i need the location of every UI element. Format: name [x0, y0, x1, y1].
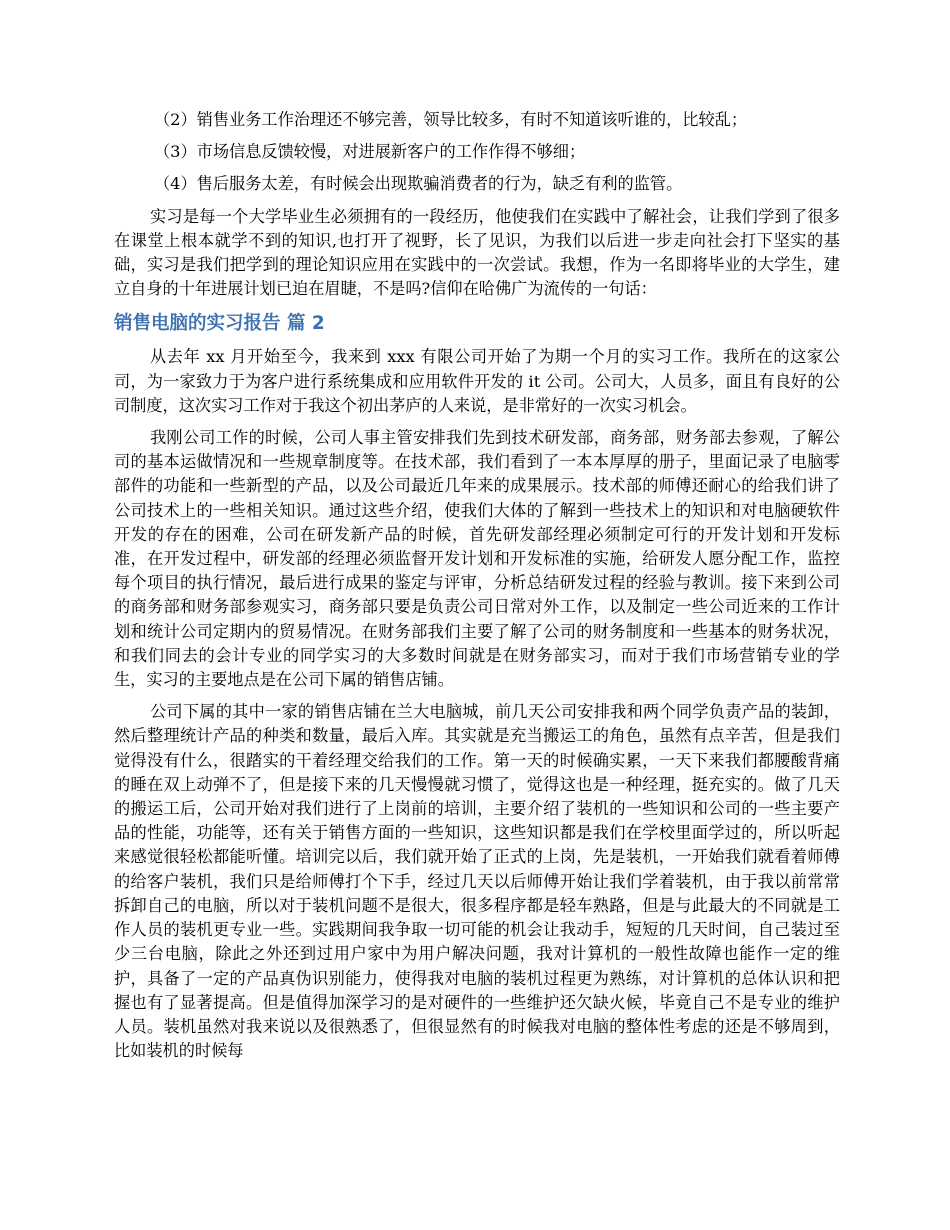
section-heading: 销售电脑的实习报告 篇 2: [114, 313, 325, 335]
document-body: [114, 108, 840, 1071]
list-item: （3）市场信息反馈较慢，对进展新客户的工作作得不够细；: [154, 142, 586, 162]
body-paragraph: 公司下属的其中一家的销售店铺在兰大电脑城，前几天公司安排我和两个同学负责产品的装卸，然后整理统计产品的种类和数量，最后入库。其实就是充当搬运工的角色，虽然有点辛苦，但是我们觉得没有什么，很踏实的干着经理交给我们的工作。第一天的时候确实累，一天下来我们都腰酸背痛的睡在双上动弹不了，但是接下来的几天慢慢就习惯了，觉得这也是一种经理，挺充实的。做了几天的搬运工后，公司开始对我们进行了上岗前的培训，主要介绍了装机的一些知识和公司的一些主要产品的性能，功能等，还有关于销售方面的一些知识，这些知识都是我们在学校里面学过的，所以听起来感觉很轻松都能听懂。培训完以后，我们就开始了正式的上岗，先是装机，一开始我们就看着师傅的给客户装机，我们只是给师傅打个下手，经过几天以后师傅开始让我们学着装机，由于我以前常常拆卸自己的电脑，所以对于装机问题不是很大，很多程序都是轻车熟路，但是与此最大的不同就是工作人员的装机更专业一些。实践期间我争取一切可能的机会让我动手，短短的几天时间，自己装过至少三台电脑，除此之外还到过用户家中为用户解决问题，我对计算机的一般性故障也能作一定的维护，具备了一定的产品真伪识别能力，使得我对电脑的装机过程更为熟练，对计算机的总体认识和把握也有了显著提高。但是值得加深学习的是对硬件的一些维护还欠缺火候，毕竟自己不是专业的维护人员。装机虽然对我来说以及很熟悉了，但很显然有的时候我对电脑的整体性考虑的还是不够周到，比如装机的时候每: [114, 702, 840, 1061]
list-item: （2）销售业务工作治理还不够完善，领导比较多，有时不知道该听谁的，比较乱；: [154, 110, 748, 129]
list-item: （4）售后服务太差，有时候会出现欺骗消费者的行为，缺乏有利的监管。: [154, 174, 683, 194]
body-paragraph: 我刚公司工作的时候，公司人事主管安排我们先到技术研发部，商务部，财务部去参观，了解公司的基本运做情况和一些规章制度等。在技术部，我们看到了一本本厚厚的册子，里面记录了电脑零部件的功能和一些新型的产品，以及公司最近几年来的成果展示。技术部的师傅还耐心的给我们讲了公司技术上的一些相关知识。通过这些介绍，使我们大体的了解到一些技术上的知识和对电脑硬软件开发的存在的困难，公司在研发新产品的时候，首先研发部经理必须制定可行的开发计划和开发标准，在开发过程中，研发部的经理必须监督开发计划和开发标准的实施，给研发人愿分配工作，监控每个项目的执行情况，最后进行成果的鉴定与评审，分析总结研发过程的经验与教训。接下来到公司的商务部和财务部参观实习，商务部只要是负责公司日常对外工作，以及制定一些公司近来的工作计划和统计公司定期内的贸易情况。在财务部我们主要了解了公司的财务制度和一些基本的财务状况，和我们同去的会计专业的同学实习的大多数时间就是在财务部实习，而对于我们市场营销专业的学生，实习的主要地点是在公司下属的销售店铺。: [114, 428, 840, 690]
intro-paragraph: 实习是每一个大学毕业生必须拥有的一段经历，他使我们在实践中了解社会，让我们学到了很多在课堂上根本就学不到的知识,也打开了视野，长了见识，为我们以后进一步走向社会打下坚实的基础，实习是我们把学到的理论知识应用在实践中的一次尝试。我想，作为一名即将毕业的大学生，建立自身的十年进展计划已迫在眉睫，不是吗?信仰在哈佛广为流传的一句话：: [114, 206, 840, 299]
body-paragraph: 从去年 xx 月开始至今，我来到 xxx 有限公司开始了为期一个月的实习工作。我所在的这家公司，为一家致力于为客户进行系统集成和应用软件开发的 it 公司。公司大，人员多，面且有良好的公司制度，这次实习工作对于我这个初出茅庐的人来说，是非常好的一次实习机会。: [114, 347, 840, 415]
